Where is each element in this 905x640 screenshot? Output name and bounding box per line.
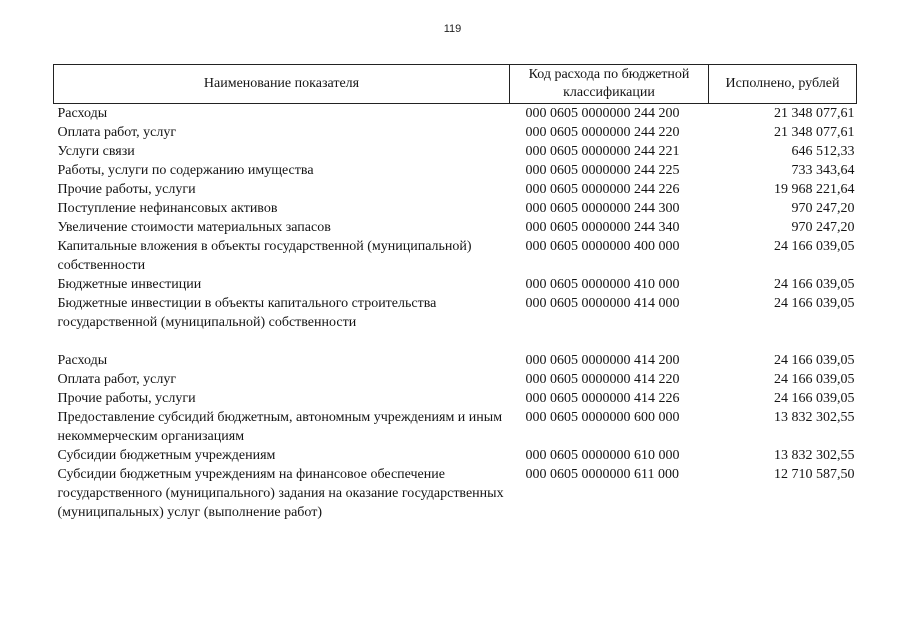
executed-amount: 19 968 221,64	[774, 182, 855, 197]
executed-amount: 21 348 077,61	[774, 125, 855, 140]
table-row	[54, 161, 857, 180]
indicator-name: Поступление нефинансовых активов	[57, 201, 278, 216]
executed-amount: 21 348 077,61	[774, 106, 855, 121]
expense-code: 000 0605 0000000 414 226	[525, 391, 680, 406]
table-row	[54, 275, 857, 294]
table-row	[54, 408, 857, 446]
executed-amount: 13 832 302,55	[774, 410, 855, 425]
table-header-row	[54, 65, 857, 104]
executed-amount: 24 166 039,05	[774, 239, 855, 254]
executed-amount: 646 512,33	[791, 144, 855, 159]
page-number: 119	[443, 23, 462, 35]
header-expense-code: Код расхода по бюджетной классификации	[510, 65, 709, 104]
table-row	[54, 370, 857, 389]
table-row	[54, 351, 857, 370]
executed-amount: 733 343,64	[791, 163, 855, 178]
executed-amount: 24 166 039,05	[774, 391, 855, 406]
executed-amount: 24 166 039,05	[774, 277, 855, 292]
expense-code: 000 0605 0000000 400 000	[525, 239, 680, 254]
indicator-name: Услуги связи	[57, 144, 135, 159]
expense-code: 000 0605 0000000 244 220	[525, 125, 680, 140]
indicator-name: Прочие работы, услуги	[57, 182, 196, 197]
table-row	[54, 218, 857, 237]
indicator-name: Прочие работы, услуги	[57, 391, 196, 406]
expense-code: 000 0605 0000000 414 000	[525, 296, 680, 311]
indicator-name: Расходы	[57, 353, 108, 368]
table-row	[54, 465, 857, 522]
table-row	[54, 446, 857, 465]
indicator-name: Бюджетные инвестиции в объекты капитального строительства государственной (муниципальной) собственности	[57, 296, 437, 330]
executed-amount: 24 166 039,05	[774, 353, 855, 368]
table-row	[54, 180, 857, 199]
expense-code: 000 0605 0000000 410 000	[525, 277, 680, 292]
indicator-name: Субсидии бюджетным учреждениям на финансовое обеспечение государственного (муниципального) задания на оказание государственных (муниципальных) услуг (выполнение работ)	[57, 467, 504, 520]
executed-amount: 970 247,20	[791, 201, 855, 216]
indicator-name: Капитальные вложения в объекты государственной (муниципальной) собственности	[57, 239, 472, 273]
executed-amount: 970 247,20	[791, 220, 855, 235]
indicator-name: Предоставление субсидий бюджетным, автономным учреждениям и иным некоммерческим организациям	[57, 410, 503, 444]
expense-code: 000 0605 0000000 244 340	[525, 220, 680, 235]
indicator-name: Оплата работ, услуг	[57, 125, 177, 140]
expense-code: 000 0605 0000000 610 000	[525, 448, 680, 463]
expense-code: 000 0605 0000000 244 200	[525, 106, 680, 121]
expense-code: 000 0605 0000000 611 000	[525, 467, 679, 482]
expense-code: 000 0605 0000000 244 221	[525, 144, 680, 159]
table-row	[54, 237, 857, 275]
table-row	[54, 389, 857, 408]
table-row	[54, 104, 857, 124]
indicator-name: Увеличение стоимости материальных запасов	[57, 220, 331, 235]
indicator-name: Оплата работ, услуг	[57, 372, 177, 387]
expense-code: 000 0605 0000000 244 225	[525, 163, 680, 178]
table-row	[54, 294, 857, 332]
indicator-name: Бюджетные инвестиции	[57, 277, 202, 292]
expense-code: 000 0605 0000000 414 200	[525, 353, 680, 368]
executed-amount: 12 710 587,50	[774, 467, 855, 482]
table-row	[54, 199, 857, 218]
table-row	[54, 123, 857, 142]
indicator-name: Субсидии бюджетным учреждениям	[57, 448, 276, 463]
expense-code: 000 0605 0000000 600 000	[525, 410, 680, 425]
expense-code: 000 0605 0000000 244 226	[525, 182, 680, 197]
blank-cell	[54, 332, 857, 351]
executed-amount: 24 166 039,05	[774, 296, 855, 311]
expense-code: 000 0605 0000000 414 220	[525, 372, 680, 387]
executed-amount: 24 166 039,05	[774, 372, 855, 387]
section-spacer	[54, 332, 857, 351]
expense-code: 000 0605 0000000 244 300	[525, 201, 680, 216]
indicator-name: Работы, услуги по содержанию имущества	[57, 163, 314, 178]
header-executed-amount: Исполнено, рублей	[709, 65, 857, 104]
executed-amount: 13 832 302,55	[774, 448, 855, 463]
indicator-name: Расходы	[57, 106, 108, 121]
header-indicator-name: Наименование показателя	[54, 65, 510, 104]
table-row	[54, 142, 857, 161]
expenditure-table	[53, 64, 857, 522]
